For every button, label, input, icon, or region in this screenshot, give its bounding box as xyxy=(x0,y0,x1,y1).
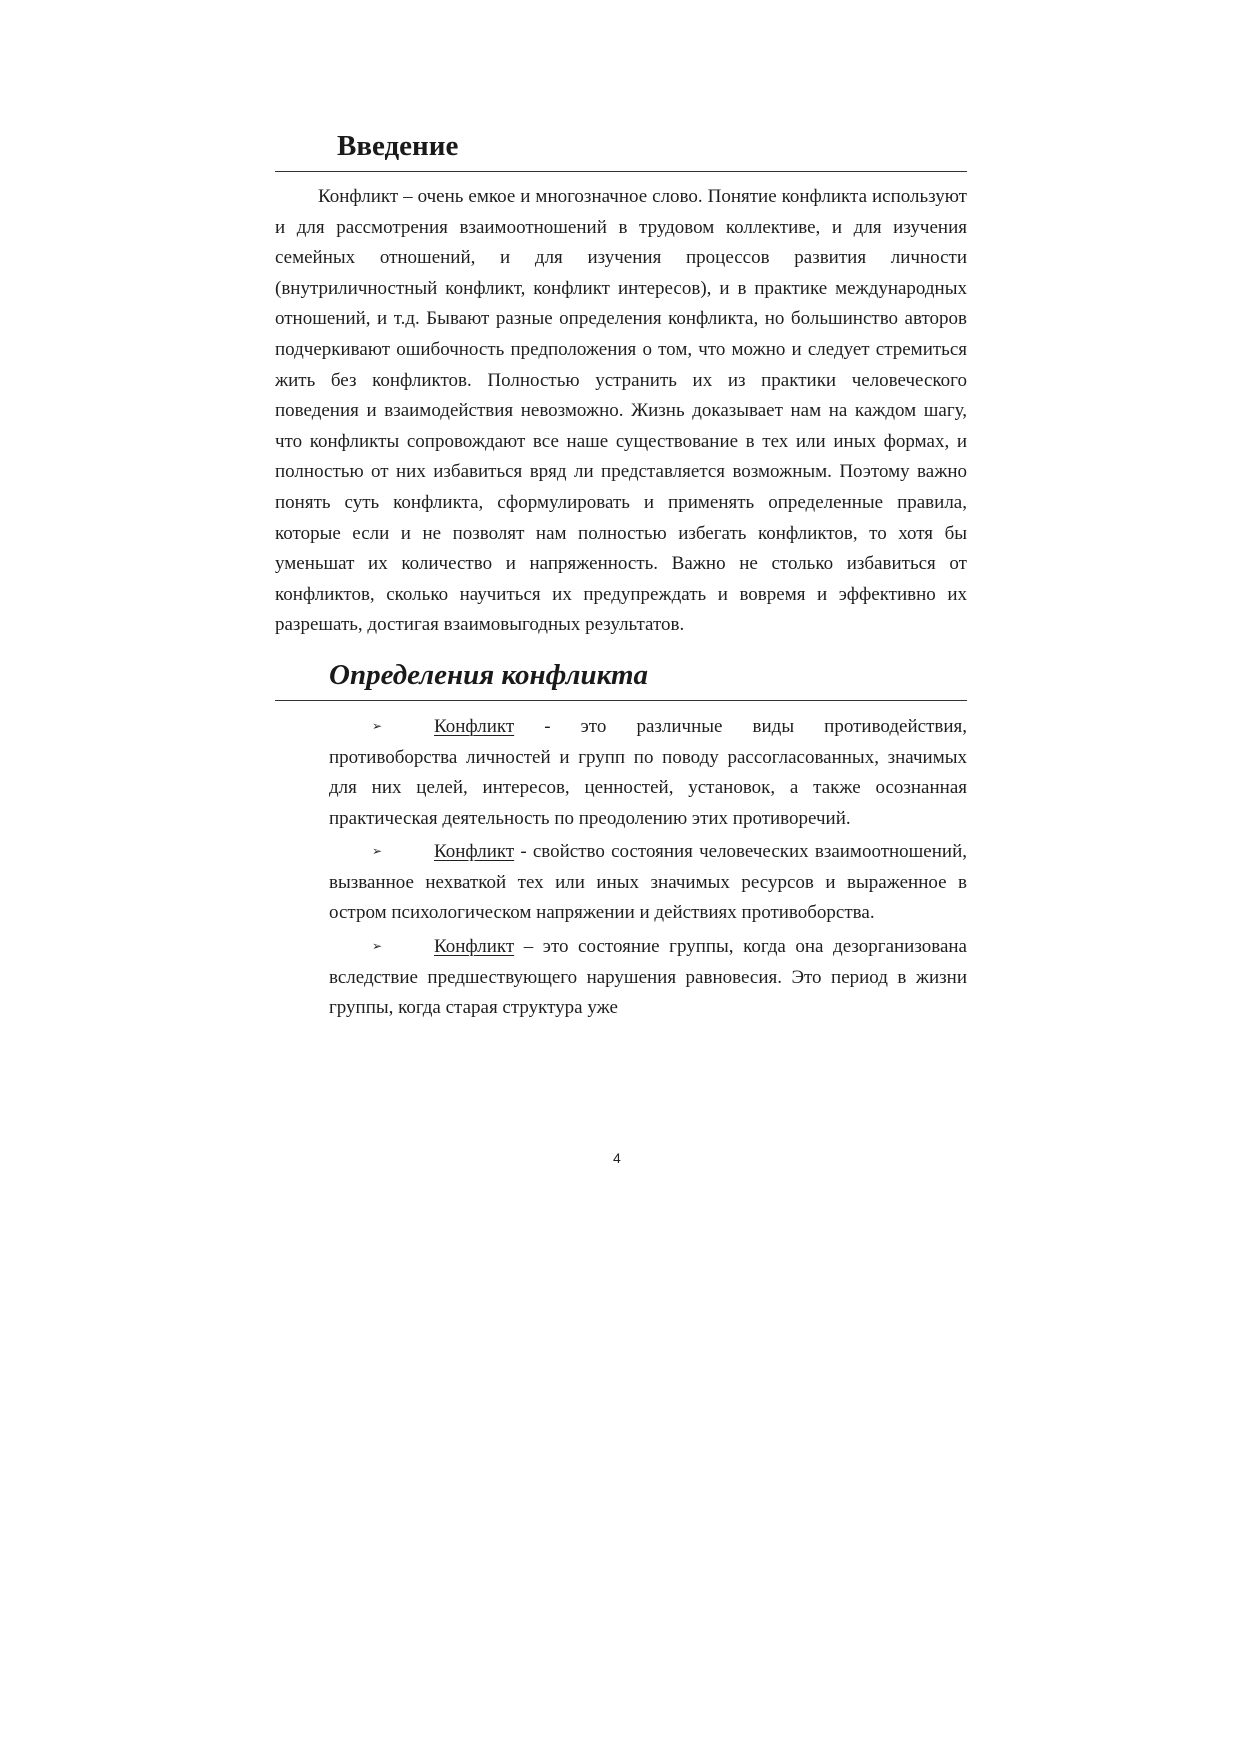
definition-item xyxy=(329,711,967,834)
definitions-list xyxy=(329,711,967,1024)
definitions-heading: Определения конфликта xyxy=(329,658,649,691)
definition-text: – это состояние группы, когда она дезорганизована вследствие предшествующего нарушения равновесия. Это период в жизни группы, когда старая структура уже xyxy=(329,936,967,1019)
arrowhead-bullet-icon: ➢ xyxy=(372,718,383,733)
arrowhead-bullet-icon: ➢ xyxy=(372,939,383,954)
intro-heading: Введение xyxy=(337,130,459,162)
definition-text: - это различные виды противодействия, противоборства личностей и групп по поводу рассогласованных, значимых для них целей, интересов, ценностей, установок, а также осознанная практическая деятельность по преодолению этих противоречий. xyxy=(329,715,967,829)
definition-item xyxy=(329,836,967,929)
definitions-heading-rule xyxy=(275,700,967,701)
definition-item xyxy=(329,931,967,1024)
page-number: 4 xyxy=(613,1150,621,1166)
definitions-section xyxy=(275,657,967,1024)
definition-term: Конфликт xyxy=(434,715,515,737)
intro-paragraph: Конфликт – очень емкое и многозначное слово. Понятие конфликта используют и для рассмотрения взаимоотношений в трудовом коллективе, и для изучения семейных отношений, и для изучения процессов развития личности (внутриличностный конфликт, конфликт интересов), и в практике международных отношений, и т.д. Бывают разные определения конфликта, но большинство авторов подчеркивают ошибочность предположения о том, что можно и следует стремиться жить без конфликтов. Полностью устранить их из практики человеческого поведения и взаимодействия невозможно. Жизнь доказывает нам на каждом шагу, что конфликты сопровождают все наше существование в тех или иных формах, и полностью от них избавиться вряд ли представляется возможным. Поэтому важно понять суть конфликта, сформулировать и применять определенные правила, которые если и не позволят нам полностью избегать конфликтов, то хотя бы уменьшат их количество и напряженность. Важно не столько избавиться от конфликтов, сколько научиться их предупреждать и вовремя и эффективно их разрешать, достигая взаимовыгодных результатов. xyxy=(275,186,967,636)
document-page xyxy=(275,128,967,1026)
definition-term: Конфликт xyxy=(434,936,515,958)
arrowhead-bullet-icon: ➢ xyxy=(372,844,383,859)
intro-heading-rule xyxy=(275,171,967,172)
definition-text: - свойство состояния человеческих взаимоотношений, вызванное нехваткой тех или иных значимых ресурсов и выраженное в остром психологическом напряжении и действиях противоборства. xyxy=(329,841,967,924)
definition-term: Конфликт xyxy=(434,841,515,863)
